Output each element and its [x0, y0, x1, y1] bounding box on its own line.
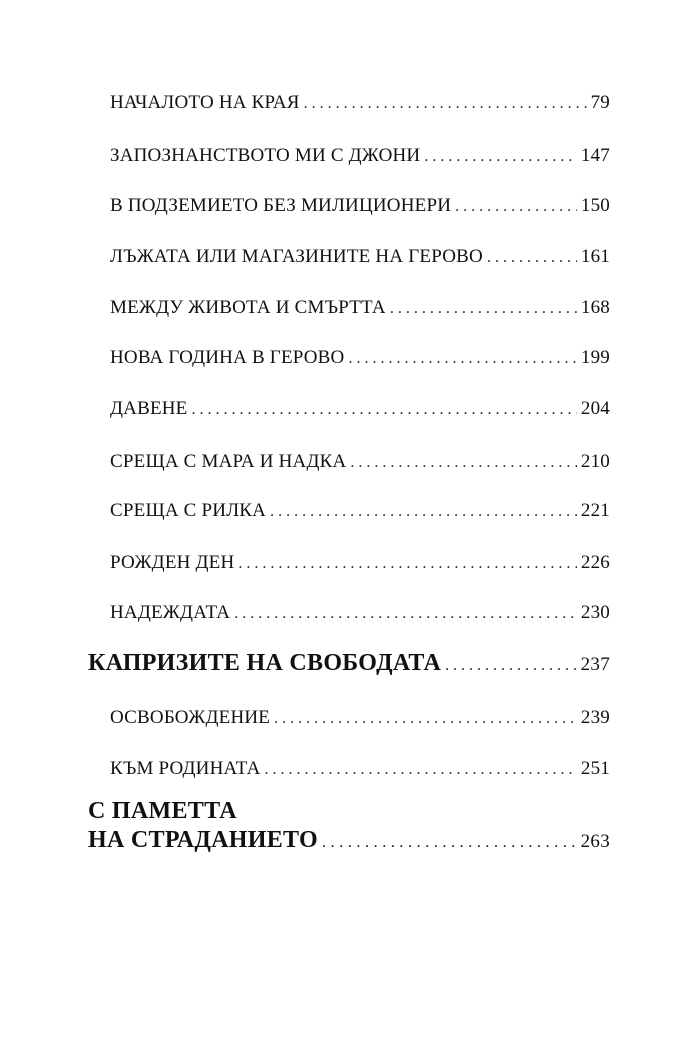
toc-entry — [110, 195, 610, 217]
dot-leader — [487, 249, 577, 267]
section-title: КАПРИЗИТЕ НА СВОБОДАТА — [88, 650, 442, 676]
toc-entry-title: РОЖДЕН ДЕН — [110, 552, 235, 573]
toc-entry — [110, 758, 610, 780]
toc-entry-page: 147 — [580, 145, 610, 166]
toc-entry — [110, 297, 610, 319]
dot-leader — [265, 761, 577, 779]
section-page: 263 — [580, 831, 610, 852]
toc-entry-page: 150 — [580, 195, 610, 216]
toc-entry-page: 210 — [580, 451, 610, 472]
toc-entry-page: 79 — [590, 92, 610, 113]
dot-leader — [322, 834, 577, 852]
toc-entry-title: НАДЕЖДАТА — [110, 602, 231, 623]
toc-entry — [110, 602, 610, 624]
toc-entry-page: 161 — [580, 246, 610, 267]
toc-entry-title: В ПОДЗЕМИЕТО БЕЗ МИЛИЦИОНЕРИ — [110, 195, 452, 216]
dot-leader — [424, 148, 577, 166]
dot-leader — [390, 300, 577, 318]
toc-entry-page: 199 — [580, 347, 610, 368]
toc-entry-title: ОСВОБОЖДЕНИЕ — [110, 707, 271, 728]
toc-section-heading — [88, 650, 610, 677]
toc-entry-title: НАЧАЛОТО НА КРАЯ — [110, 92, 300, 113]
toc-entry-title: СРЕЩА С РИЛКА — [110, 500, 267, 521]
dot-leader — [445, 657, 576, 675]
dot-leader — [274, 710, 577, 728]
toc-entry-title: МЕЖДУ ЖИВОТА И СМЪРТТА — [110, 297, 386, 318]
toc-entry-title: СРЕЩА С МАРА И НАДКА — [110, 451, 347, 472]
toc-entry-title: НОВА ГОДИНА В ГЕРОВО — [110, 347, 345, 368]
toc-entry-title: ЗАПОЗНАНСТВОТО МИ С ДЖОНИ — [110, 145, 421, 166]
section-title-line2: НА СТРАДАНИЕТО — [88, 827, 319, 853]
dot-leader — [192, 401, 577, 419]
toc-entry — [110, 246, 610, 268]
toc-entry-page: 226 — [580, 552, 610, 573]
toc-entry — [110, 398, 610, 420]
toc-entry — [110, 145, 610, 167]
dot-leader — [304, 95, 587, 113]
toc-entry-page: 168 — [580, 297, 610, 318]
toc-entry-page: 251 — [580, 758, 610, 779]
dot-leader — [238, 555, 576, 573]
toc-entry — [110, 347, 610, 369]
toc-entry-title: ДАВЕНЕ — [110, 398, 188, 419]
section-title-line1: С ПАМЕТТА — [88, 798, 237, 824]
dot-leader — [455, 198, 577, 216]
toc-entry-page: 239 — [580, 707, 610, 728]
toc-entry-page: 204 — [580, 398, 610, 419]
toc-entry-page: 221 — [580, 500, 610, 521]
toc-entry-page: 230 — [580, 602, 610, 623]
dot-leader — [270, 503, 577, 521]
dot-leader — [234, 605, 577, 623]
dot-leader — [350, 454, 576, 472]
dot-leader — [348, 350, 576, 368]
toc-entry — [110, 451, 610, 473]
toc-entry-title: ЛЪЖАТА ИЛИ МАГАЗИНИТЕ НА ГЕРОВО — [110, 246, 483, 267]
toc-entry — [110, 707, 610, 729]
toc-entry-title: КЪМ РОДИНАТА — [110, 758, 261, 779]
toc-section-heading — [88, 798, 610, 854]
toc-entry — [110, 500, 610, 522]
toc-entry — [110, 92, 610, 114]
section-page: 237 — [580, 654, 610, 675]
toc-entry — [110, 552, 610, 574]
